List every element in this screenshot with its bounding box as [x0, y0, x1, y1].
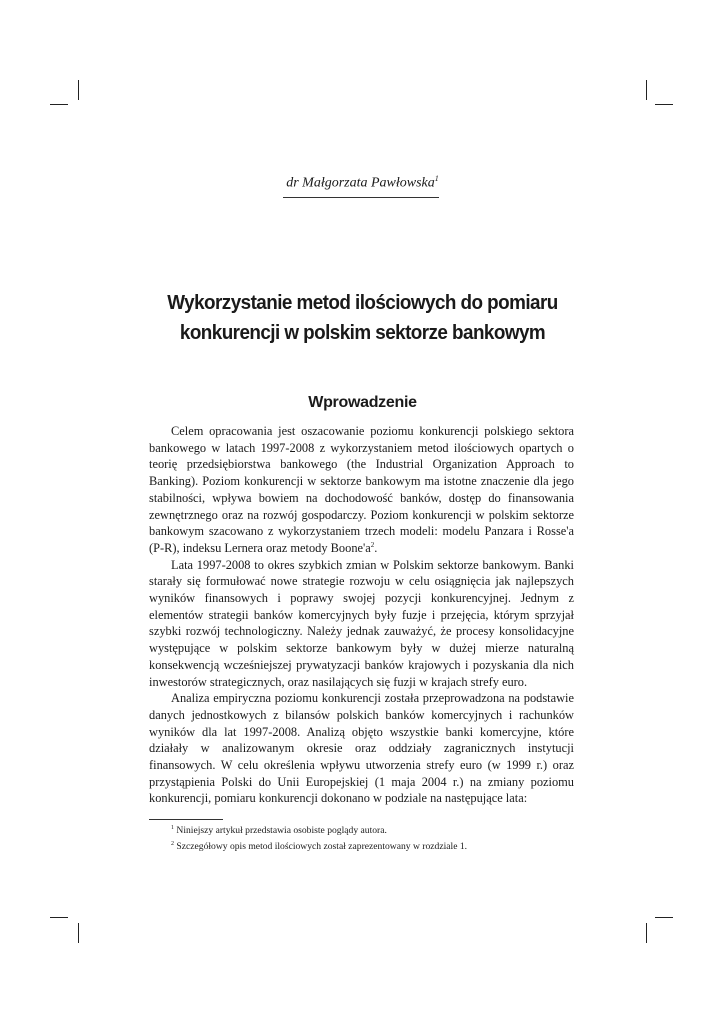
footnote-ref-2: 2 [370, 540, 375, 549]
crop-mark-top-left-v [78, 80, 79, 100]
crop-mark-bottom-left-v [78, 923, 79, 943]
crop-mark-top-left-h [50, 104, 68, 105]
article-title-line-2: konkurencji w polskim sektorze bankowym [179, 321, 546, 344]
paragraph-3: Analiza empiryczna poziomu konkurencji została przeprowadzona na podstawie danych jednostkowych z bilansów polskich banków komercyjnych i rachunków wyników dla lat 1997-2008. Analizą objęto wszystkie banki komercyjne, które działały w analizowanym okresie oraz oddziały zagranicznych instytucji finansowych. W celu określenia wpływu utworzenia strefy euro (w 1999 r.) oraz przystąpienia Polski do Unii Europejskiej (1 maja 2004 r.) na zmiany poziomu konkurencji, pomiaru konkurencji dokonano w podziale na następujące lata: [149, 691, 574, 806]
footnote-2-num: 2 [171, 840, 174, 847]
paragraph-2: Lata 1997-2008 to okres szybkich zmian w Polskim sektorze bankowym. Banki starały się formułować nowe strategie rozwoju w celu osiągnięcia jak najlepszych wyników finansowych i poprawy swojej pozycji konkurencyjnej. Jednym z elementów strategii banków komercyjnych były fuzje i przejęcia, którym sprzyjał szybki rozwój technologiczny. Należy jednak zauważyć, że procesy konsolidacyjne występujące w polskim sektorze bankowym były w dużej mierze naturalną konsekwencją wcześniejszej prywatyzacji banków krajowych i pozyskania dla nich inwestorów strategicznych, oraz nasilających się fuzji w krajach strefy euro. [149, 557, 574, 689]
footnote-2 [149, 838, 574, 854]
author-name: dr Małgorzata Pawłowska [286, 175, 435, 191]
crop-mark-bottom-right-h [655, 917, 673, 918]
crop-mark-bottom-left-h [50, 917, 68, 918]
paragraph-1 [149, 423, 574, 557]
author-line [0, 174, 725, 192]
footnote-1-num: 1 [171, 825, 174, 831]
paragraph-1-end: . [374, 540, 378, 555]
author-footnote-ref: 1 [434, 174, 439, 183]
footnote-1-text: Niniejszy artykuł przedstawia osobiste poglądy autora. [176, 825, 387, 837]
section-heading: Wprowadzenie [308, 394, 417, 411]
article-title-line-1: Wykorzystanie metod ilościowych do pomiaru [167, 291, 558, 314]
body-text [149, 423, 574, 807]
footnote-1 [149, 822, 574, 838]
article-title [112, 288, 613, 348]
crop-mark-top-right-h [655, 104, 673, 105]
crop-mark-bottom-right-v [646, 923, 647, 943]
footnotes [149, 822, 574, 853]
footnote-2-text: Szczegółowy opis metod ilościowych został zaprezentowany w rozdziale 1. [176, 840, 468, 852]
paragraph-1-text: Celem opracowania jest oszacowanie poziomu konkurencji polskiego sektora bankowego w latach 1997-2008 z wykorzystaniem metod ilościowych opartych o teorię przedsiębiorstwa bankowego (the Industrial Organization Approach to Banking). Poziom konkurencji w sektorze bankowym ma istotne znaczenie dla jego stabilności, wpływa bowiem na dochodowość banków, dostęp do finansowania zewnętrznego oraz na rozwój gospodarczy. Poziom konkurencji w polskim sektorze bankowym szacowano z wykorzystaniem trzech modeli: modelu Panzara i Rosse'a (P-R), indeksu Lernera oraz metody Boone'a [149, 424, 574, 555]
author-rule [283, 197, 439, 198]
footnote-rule [149, 819, 223, 820]
crop-mark-top-right-v [646, 80, 647, 100]
